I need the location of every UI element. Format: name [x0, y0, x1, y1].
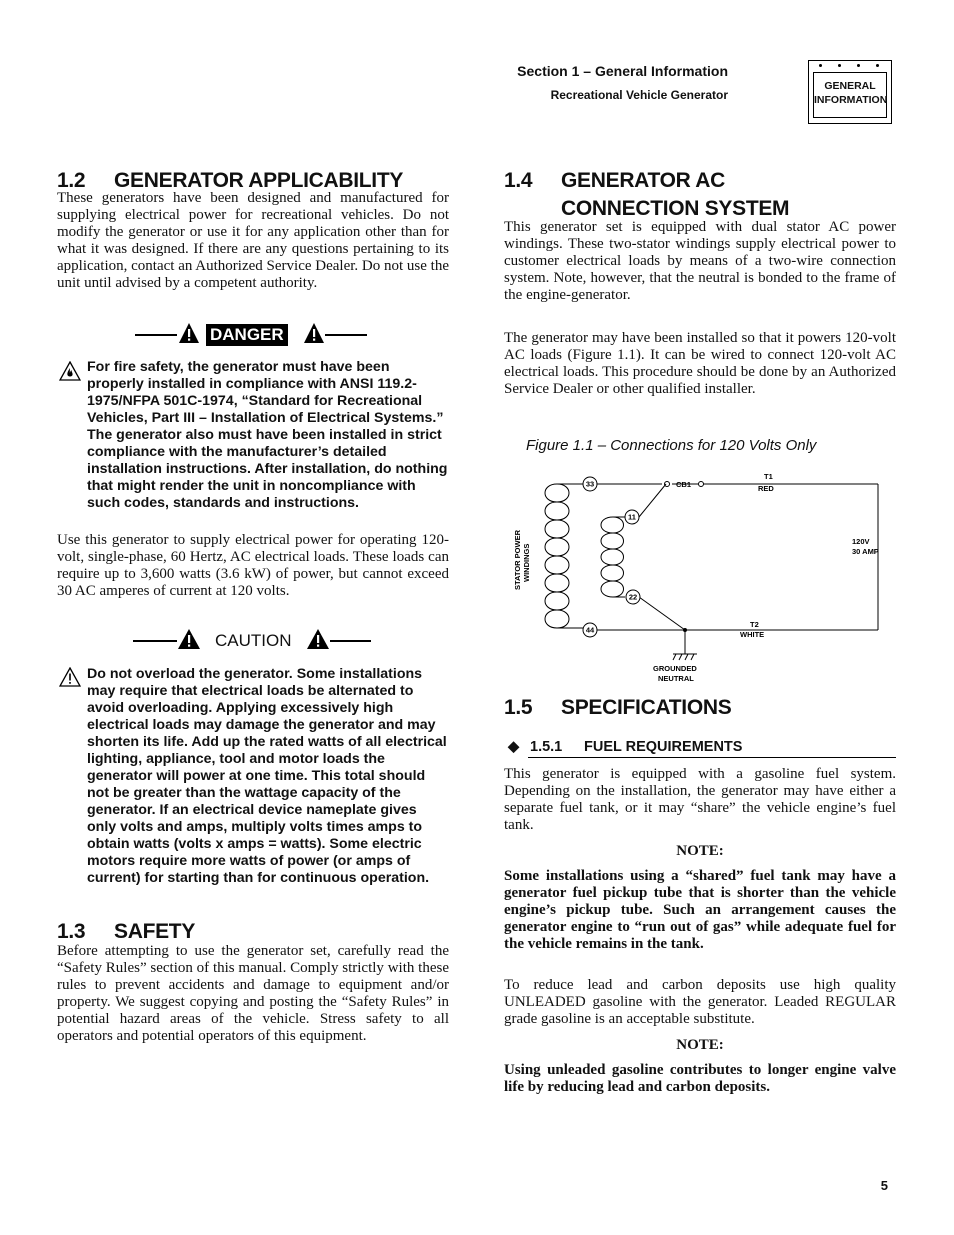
figure-caption: Figure 1.1 – Connections for 120 Volts Only — [526, 437, 817, 454]
heading-1-3-title: SAFETY — [114, 920, 196, 943]
tab-line-2: INFORMATION — [814, 94, 888, 106]
white-label: WHITE — [740, 630, 765, 639]
caution-warning-icon — [177, 628, 201, 650]
danger-label: DANGER — [206, 324, 288, 346]
amperage-label: 30 AMP — [852, 547, 879, 556]
section-subtitle: Recreational Vehicle Generator — [550, 88, 728, 102]
danger-banner — [135, 322, 367, 348]
terminal-33: 33 — [585, 479, 595, 489]
diamond-bullet-icon: ◆ — [508, 739, 520, 755]
heading-1-5-title: SPECIFICATIONS — [561, 696, 732, 719]
fire-hazard-icon — [59, 361, 81, 381]
page-number: 5 — [880, 1178, 888, 1193]
heading-1-5-number: 1.5 — [504, 696, 533, 719]
connection-paragraph-2: The generator may have been installed so that it powers 120-volt AC loads (Figure 1.1). It can be wired to connect 120-volt AC electrical loads. This procedure should be done by an Authorized Service Dealer or other qualified installer. — [504, 330, 896, 397]
usage-paragraph: Use this generator to supply electrical power for operating 120-volt, single-phase, 60 Hertz, AC electrical loads. These loads can require up to 3,600 watts (3.6 kW) of power, but cannot exceed 30 AC amperes of current at 120 volts. — [57, 532, 449, 599]
note-label-2: NOTE: — [676, 1037, 724, 1053]
subheading-rule — [528, 757, 896, 758]
heading-1-2-title: GENERATOR APPLICABILITY — [114, 169, 404, 192]
terminal-44: 44 — [585, 625, 595, 635]
heading-1-5 — [504, 694, 731, 722]
heading-1-4-number: 1.4 — [504, 169, 533, 192]
connection-paragraph-1: This generator set is equipped with dual stator AC power windings. These two-stator windings supply electrical power to customer electrical loads by means of a two-wire connection system. Note, however, that the neutral is bonded to the frame of the engine-generator. — [504, 219, 896, 303]
red-label: RED — [758, 484, 774, 493]
heading-1-4-title-line2: CONNECTION SYSTEM — [561, 197, 790, 220]
stator-label-2: WINDINGS — [522, 543, 531, 582]
heading-1-2-number: 1.2 — [57, 169, 86, 192]
cb1-label: CB1 — [676, 480, 692, 489]
gasoline-paragraph: To reduce lead and carbon deposits use high quality UNLEADED gasoline with the generator. Leaded REGULAR grade gasoline is an acceptable substitute. — [504, 977, 896, 1027]
note-label-1: NOTE: — [676, 843, 724, 859]
caution-warning-icon-right — [306, 628, 330, 650]
subheading-1-5-1-title: FUEL REQUIREMENTS — [584, 739, 743, 755]
outer-winding-coil — [545, 484, 583, 628]
subheading-1-5-1 — [508, 739, 742, 755]
heading-1-3-number: 1.3 — [57, 920, 86, 943]
caution-small-icon — [59, 667, 81, 687]
danger-warning-icon-right — [303, 322, 325, 344]
stator-label-1: STATOR POWER — [513, 530, 522, 590]
caution-label: CAUTION — [215, 631, 292, 650]
tab-line-1: GENERAL — [824, 80, 876, 92]
caution-text: Do not overload the generator. Some installations may require that electrical loads be alternated to avoid overloading. Applying excessively high electrical loads may damage the generator and may shorten its life. Add up the rated watts of all electrical lighting, appliance, tool and motor loads the generator will power at one time. This total should not be greater than the wattage capacity of the generator. If an electrical device nameplate gives only volts and amps, multiply volts times amps to obtain watts (volts x amps = watts). Some electric motors require more watts of power (or amps of current) for starting than for continuous operation. — [87, 666, 447, 886]
grounded-label: GROUNDED — [653, 664, 697, 673]
caution-banner — [133, 628, 371, 654]
terminal-22: 22 — [628, 592, 638, 602]
heading-1-4-title-line1: GENERATOR AC — [561, 169, 726, 192]
t1-label: T1 — [764, 472, 773, 481]
terminal-11: 11 — [628, 512, 636, 522]
danger-text: For fire safety, the generator must have been properly installed in compliance with ANSI 119.2-1975/NFPA 501C-1974, “Standard for Recreational Vehicles, Part III – Installation of Electrical Systems.” The generator also must have been installed in strict compliance with the manufacturer’s detailed installation instructions. After installation, do nothing that might render the unit in noncompliance with such codes, standards and instructions. — [87, 359, 448, 511]
fuel-paragraph: This generator is equipped with a gasoline fuel system. Depending on the installation, the generator may have either a separate fuel tank, or it may “share” the vehicle engine’s fuel tank. — [504, 766, 896, 833]
danger-warning-icon — [178, 322, 200, 344]
voltage-label: 120V — [852, 537, 870, 546]
heading-1-3 — [57, 918, 195, 946]
inner-winding-coil — [601, 517, 625, 597]
general-information-tab — [808, 60, 892, 124]
safety-paragraph: Before attempting to use the generator set, carefully read the “Safety Rules” section of this manual. Comply strictly with these rules to prevent accidents and damage to equipment and/or property. We suggest copying and posting the “Safety Rules” in potential hazard areas of the vehicle. Stress safety to all operators and potential operators of this equipment. — [57, 943, 449, 1044]
note-text-1: Some installations using a “shared” fuel tank may have a generator fuel pickup tube that is shorter than the vehicle engine’s pickup tube. Such an arrangement causes the generator engine to “run out of gas” while adequate fuel for the vehicle remains in the tank. — [504, 868, 896, 952]
note-text-2: Using unleaded gasoline contributes to longer engine valve life by reducing lead and carbon deposits. — [504, 1062, 896, 1095]
subheading-1-5-1-number: 1.5.1 — [530, 739, 563, 755]
t2-label: T2 — [750, 620, 759, 629]
applicability-paragraph: These generators have been designed and manufactured for supplying electrical power for recreational vehicles. Do not modify the generator or use it for any application other than for what it was designed. If there are any questions pertaining to its application, contact an Authorized Service Dealer. Do not use the unit until advised by a competent authority. — [57, 190, 449, 291]
heading-1-4 — [504, 167, 789, 223]
neutral-label: NEUTRAL — [658, 674, 694, 683]
section-header: Section 1 – General Information — [517, 63, 728, 79]
wiring-diagram — [505, 468, 895, 688]
